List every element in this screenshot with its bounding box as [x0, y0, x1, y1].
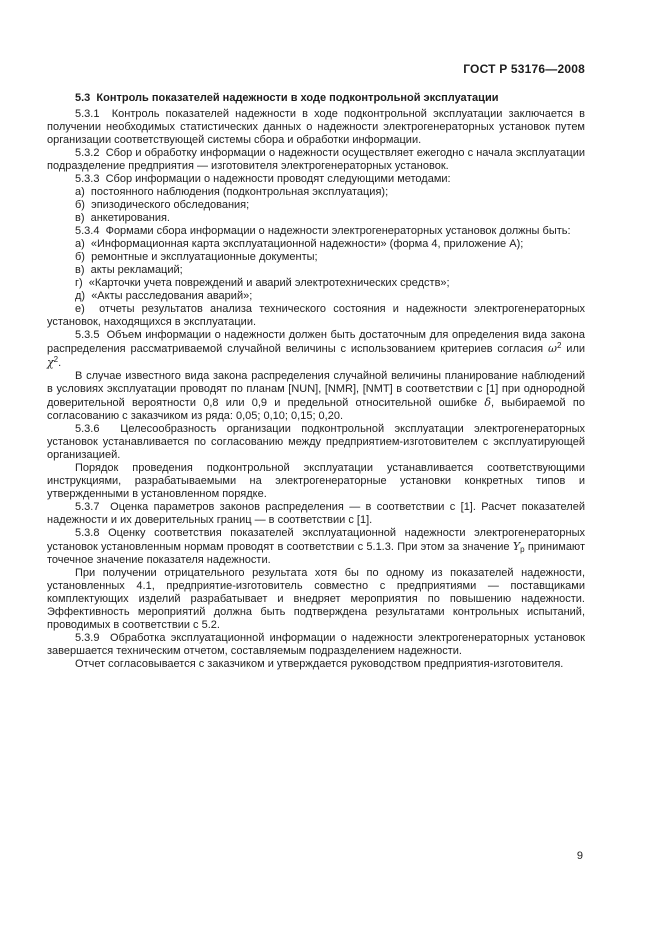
list-item-5-3-3-a: а) постоянного наблюдения (подконтрольная эксплуатация); [75, 186, 389, 198]
document-body [47, 108, 585, 671]
paragraph-5-3-4: 5.3.4 Формами сбора информации о надежности электрогенераторных установок должны быть: [75, 225, 571, 237]
paragraph-negative-result: При получении отрицательного результата хотя бы по одному из показателей надежности, установленных 4.1, предприятие-изготовитель совместно с предприятиями — поставщиками комплектующих изделий разрабатывает и внедряет мероприятия по повышению надежности. Эффективность мероприятий должна быть подтверждена результатами контрольных испытаний, проводимых в соответствии с 5.2. [47, 567, 585, 631]
paragraph-5-3-5: 5.3.5 Объем информации о надежности должен быть достаточным для определения вида закона распределения рассматриваемой случайной величины с использованием критериев согласия $\omega^2$ или $\chi^2$. [47, 329, 586, 369]
list-item-5-3-3-b: б) эпизодического обследования; [75, 199, 250, 211]
text-column [47, 0, 585, 671]
paragraph-5-3-9: 5.3.9 Обработка эксплуатационной информации о надежности электрогенераторных установок завершается техническим отчетом, составляемым подразделением надежности. [47, 632, 585, 657]
list-item-5-3-3-v: в) анкетирования. [75, 212, 170, 224]
paragraph-5-3-7: 5.3.7 Оценка параметров законов распределения — в соответствии с [1]. Расчет показателей надежности и их доверительных границ — в соответствии с [1]. [47, 501, 585, 526]
page-number: 9 [576, 850, 583, 862]
paragraph-report-approval: Отчет согласовывается с заказчиком и утверждается руководством предприятия-изготовителя. [75, 658, 564, 670]
section-heading: 5.3 Контроль показателей надежности в ходе подконтрольной эксплуатации [75, 92, 499, 104]
paragraph-5-3-6: 5.3.6 Целесообразность организации подконтрольной эксплуатации электрогенераторных установок устанавливается по согласованию между предприятием-изготовителем с эксплуатирующей организацией. [47, 423, 585, 461]
paragraph-observation-plans: В случае известного вида закона распределения случайной величины планирование наблюдений в условиях эксплуатации проводят по планам [NUN], [NMR], [NMT] в соответствии с [1] при однородной доверительной вероятности 0,8 или 0,9 и предельной относительной ошибке δ, выбираемой по согласованию с заказчиком из ряда: 0,05; 0,10; 0,15; 0,20. [47, 370, 585, 422]
paragraph-5-3-1: 5.3.1 Контроль показателей надежности в ходе подконтрольной эксплуатации заключается в получении необходимых статистических данных о надежности электрогенераторных установок путем организации соответствующей системы сбора и обработки информации. [47, 108, 585, 146]
page-header [47, 0, 585, 76]
list-item-5-3-4-b: б) ремонтные и эксплуатационные документы; [75, 251, 318, 263]
list-item-5-3-4-v: в) акты рекламаций; [75, 264, 183, 276]
paragraph-5-3-3: 5.3.3 Сбор информации о надежности проводят следующими методами: [75, 173, 451, 185]
paragraph-5-3-8: 5.3.8 Оценку соответствия показателей эксплуатационной надежности электрогенераторных установок установленным нормам проводят в соответствии с 5.1.3. При этом за значение $Y_p$ принимают точечное значение показателя надежности. [47, 527, 585, 566]
paragraph-procedure: Порядок проведения подконтрольной эксплуатации устанавливается соответствующими инструкциями, разрабатываемыми на электрогенераторные установки конкретных типов и утвержденными в установленном порядке. [47, 462, 585, 500]
list-item-5-3-4-g: г) «Карточки учета повреждений и аварий электротехнических средств»; [75, 277, 450, 289]
standard-number: ГОСТ Р 53176—2008 [463, 62, 585, 76]
list-item-5-3-4-d: д) «Акты расследования аварий»; [75, 290, 253, 302]
list-item-5-3-4-e: е) отчеты результатов анализа технического состояния и надежности электрогенераторных установок, находящихся в эксплуатации. [47, 303, 585, 328]
paragraph-5-3-2: 5.3.2 Сбор и обработку информации о надежности осуществляет ежегодно с начала эксплуатации подразделение предприятия — изготовителя электрогенераторных установок. [47, 147, 585, 172]
list-item-5-3-4-a: а) «Информационная карта эксплуатационной надежности» (форма 4, приложение А); [75, 238, 524, 250]
